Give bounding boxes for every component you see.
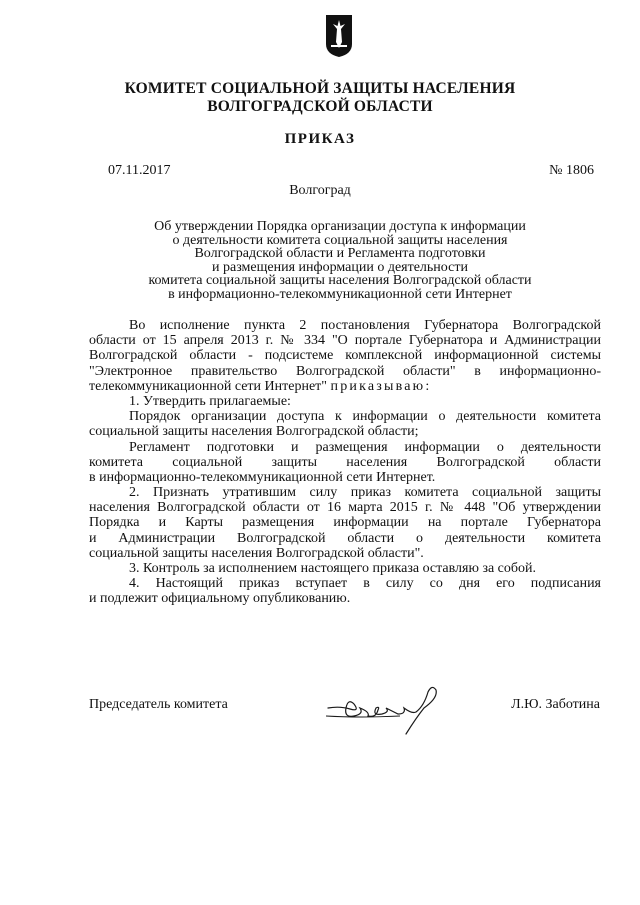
- body-line: 4. Настоящий приказ вступает в силу со дня его подписания: [129, 576, 601, 592]
- signatory-name: Л.Ю. Заботина: [511, 697, 600, 712]
- document-body: [89, 318, 601, 607]
- order-keyword: приказываю:: [330, 378, 432, 394]
- document-date: 07.11.2017: [108, 163, 171, 178]
- body-line: 1. Утвердить прилагаемые:: [129, 393, 291, 409]
- document-city: Волгоград: [289, 183, 351, 198]
- organization-name-line2: ВОЛГОГРАДСКОЙ ОБЛАСТИ: [207, 98, 433, 115]
- body-line: и подлежит официальному опубликованию.: [89, 591, 351, 607]
- body-line: населения Волгоградской области от 16 марта 2015 г. № 448 "Об утверждении: [89, 500, 601, 516]
- body-line: [89, 379, 601, 394]
- body-line: и Администрации Волгоградской области о деятельности комитета: [89, 530, 601, 546]
- body-line: комитета социальной защиты населения Волгоградской области: [89, 454, 601, 470]
- body-line: области от 15 апреля 2013 г. № 334 "О портале Губернатора и Администрации: [89, 333, 601, 349]
- document-type-title: ПРИКАЗ: [284, 131, 356, 147]
- handwritten-signature: [320, 678, 470, 738]
- document-number: № 1806: [549, 163, 594, 178]
- body-line: "Электронное правительство Волгоградской области" в информационно-: [89, 363, 601, 379]
- subject-line: и размещения информации о деятельности: [212, 259, 468, 275]
- body-line: Порядок организации доступа к информации о деятельности комитета: [129, 409, 601, 425]
- subject-line: о деятельности комитета социальной защиты населения: [172, 232, 508, 248]
- document-subject: [120, 220, 560, 302]
- subject-line: в информационно-телекоммуникационной сети Интернет: [168, 286, 512, 302]
- subject-line: Волгоградской области и Регламента подготовки: [194, 246, 486, 262]
- body-line: Волгоградской области - подсистеме комплексной информационной системы: [89, 348, 601, 364]
- organization-name-line1: КОМИТЕТ СОЦИАЛЬНОЙ ЗАЩИТЫ НАСЕЛЕНИЯ: [124, 80, 516, 97]
- body-line: социальной защиты населения Волгоградской области".: [89, 545, 424, 561]
- subject-line: комитета социальной защиты населения Волгоградской области: [148, 273, 532, 289]
- body-line: в информационно-телекоммуникационной сети Интернет.: [89, 469, 436, 485]
- body-line: Порядка и Карты размещения информации на портале Губернатора: [89, 515, 601, 531]
- coat-of-arms-emblem: [325, 14, 353, 58]
- body-line: социальной защиты населения Волгоградской области;: [89, 424, 419, 440]
- body-text: телекоммуникационной сети Интернет": [89, 378, 328, 394]
- body-line: Во исполнение пункта 2 постановления Губернатора Волгоградской: [129, 318, 601, 333]
- subject-line: Об утверждении Порядка организации доступа к информации: [154, 219, 526, 234]
- body-line: Регламент подготовки и размещения информации о деятельности: [129, 439, 601, 455]
- body-line: 2. Признать утратившим силу приказ комитета социальной защиты: [129, 485, 601, 501]
- body-line: 3. Контроль за исполнением настоящего приказа оставляю за собой.: [129, 561, 537, 576]
- signatory-title: Председатель комитета: [89, 697, 228, 712]
